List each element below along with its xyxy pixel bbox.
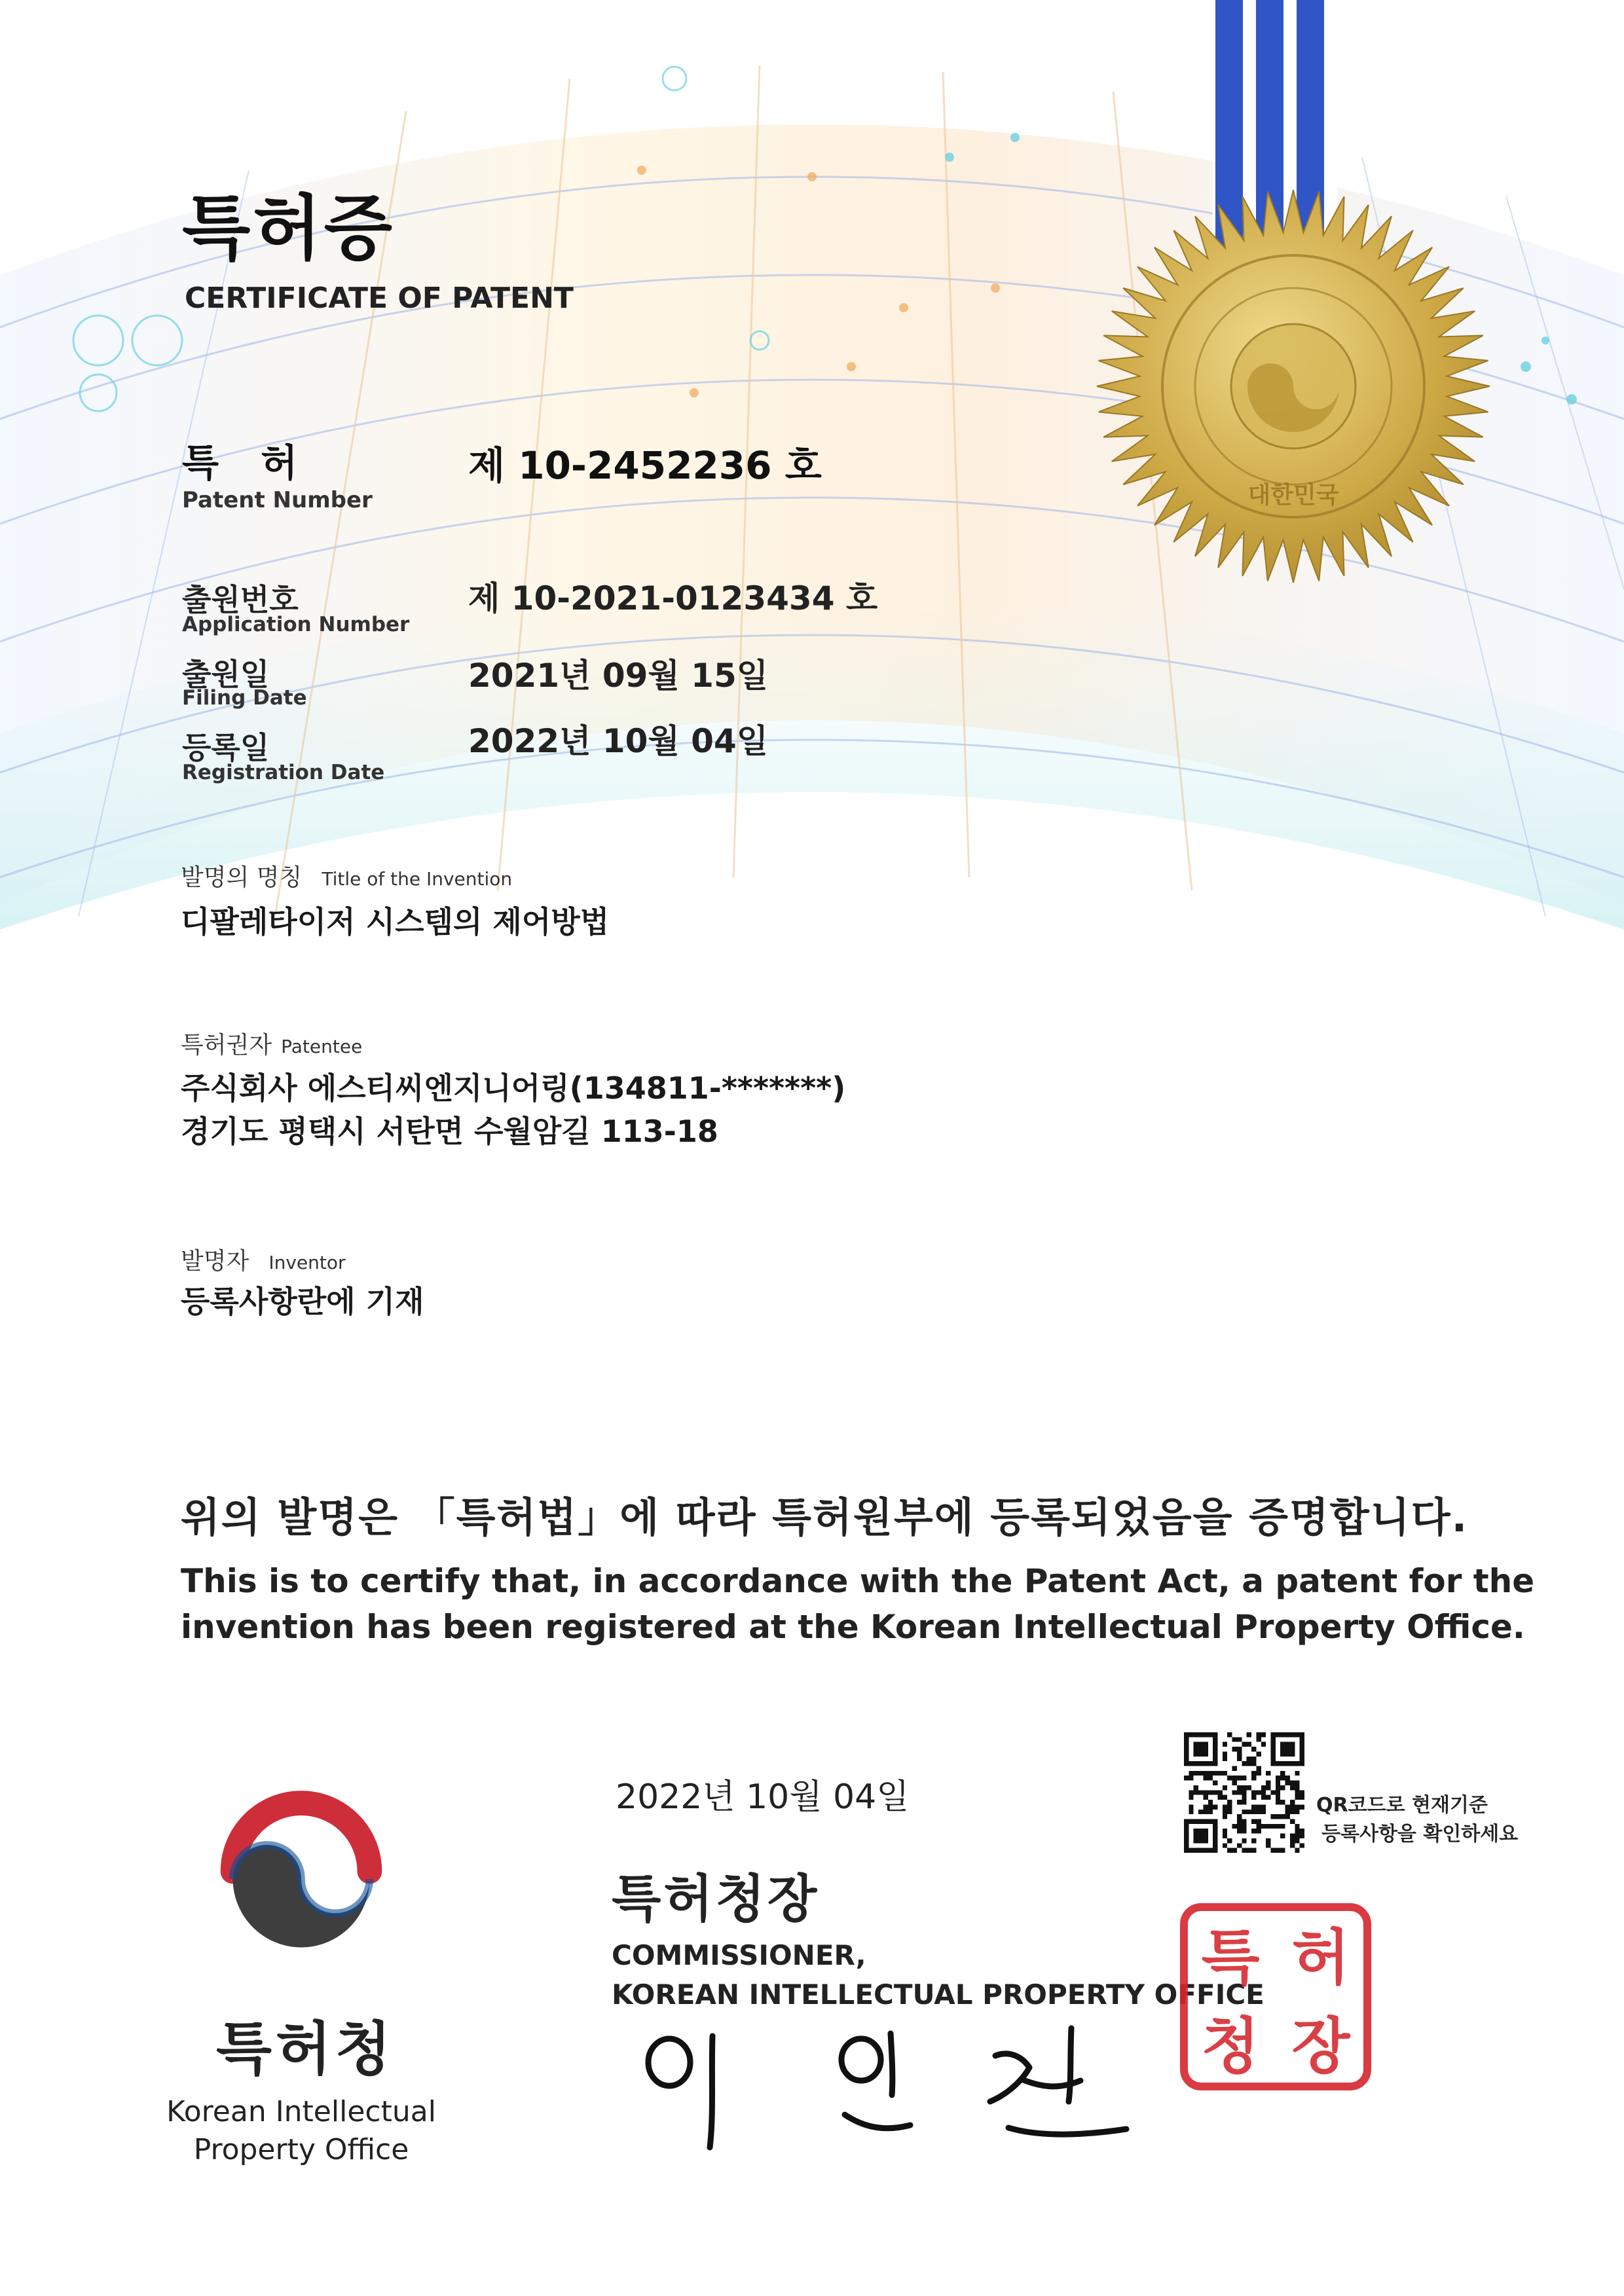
inventor-label bbox=[181, 1243, 346, 1276]
application-number-label-en: Application Number bbox=[182, 613, 410, 636]
stamp-char-4: 장 bbox=[1291, 2010, 1350, 2081]
invention-label-en: Title of the Invention bbox=[322, 868, 513, 890]
registration-date-value: 2022년 10월 04일 bbox=[468, 722, 769, 760]
invention-label bbox=[181, 859, 512, 892]
filing-date-label-en: Filing Date bbox=[182, 686, 307, 710]
stamp-lettering bbox=[1185, 1908, 1366, 2085]
kipo-logo-icon bbox=[206, 1786, 396, 1976]
inventor-value: 등록사항란에 기재 bbox=[181, 1284, 424, 1319]
qr-note-2: 등록사항을 확인하세요 bbox=[1321, 1823, 1519, 1846]
stamp-char-1: 특 bbox=[1201, 1922, 1260, 1993]
certificate-title-en: CERTIFICATE OF PATENT bbox=[185, 282, 574, 315]
invention-label-ko: 발명의 명칭 bbox=[181, 864, 303, 891]
qr-note-1: QR코드로 현재기준 bbox=[1316, 1794, 1488, 1817]
commissioner-title-en-2: KOREAN INTELLECTUAL PROPERTY OFFICE bbox=[612, 1978, 1264, 2011]
registration-date-label-ko: 등록일 bbox=[182, 730, 270, 765]
commissioner-title-ko: 특허청장 bbox=[612, 1870, 820, 1929]
certificate-title-ko: 특허증 bbox=[182, 188, 395, 270]
seal-lettering: 대한민국 bbox=[1247, 482, 1339, 509]
patent-number-value: 제 10-2452236 호 bbox=[468, 443, 822, 488]
certification-statement-en-1: This is to certify that, in accordance with the Patent Act, a patent for the bbox=[181, 1562, 1535, 1600]
application-number-value: 제 10-2021-0123434 호 bbox=[468, 579, 878, 617]
patentee-label bbox=[181, 1027, 362, 1060]
patentee-name: 주식회사 에스티씨엔지니어링(134811-*******) bbox=[181, 1070, 846, 1106]
qr-code-icon[interactable] bbox=[1184, 1732, 1304, 1853]
patentee-label-en: Patentee bbox=[281, 1036, 363, 1057]
gold-seal bbox=[1097, 190, 1490, 583]
inventor-label-en: Inventor bbox=[268, 1252, 346, 1273]
kipo-name-en-2: Property Office bbox=[193, 2133, 409, 2166]
patent-number-label-en: Patent Number bbox=[182, 487, 373, 513]
kipo-name-en-1: Korean Intellectual bbox=[166, 2095, 436, 2128]
invention-title-value: 디팔레타이저 시스템의 제어방법 bbox=[181, 904, 610, 939]
issue-date: 2022년 10월 04일 bbox=[616, 1777, 910, 1817]
commissioner-signature bbox=[629, 2016, 1139, 2160]
patent-number-label-ko: 특 허 bbox=[182, 441, 312, 485]
filing-date-value: 2021년 09월 15일 bbox=[468, 657, 769, 695]
patentee-address: 경기도 평택시 서탄면 수월암길 113-18 bbox=[181, 1114, 718, 1149]
commissioner-title-en-1: COMMISSIONER, bbox=[612, 1939, 866, 1971]
filing-date-label-ko: 출원일 bbox=[182, 657, 270, 692]
certification-statement-ko: 위의 발명은 「특허법」에 따라 특허원부에 등록되었음을 증명합니다. bbox=[181, 1493, 1469, 1541]
stamp-char-3: 청 bbox=[1201, 2010, 1260, 2081]
certification-statement-en-2: invention has been registered at the Korean Intellectual Property Office. bbox=[181, 1608, 1525, 1646]
registration-date-label-en: Registration Date bbox=[182, 761, 385, 784]
application-number-label-ko: 출원번호 bbox=[182, 582, 299, 617]
patentee-label-ko: 특허권자 bbox=[181, 1032, 272, 1059]
kipo-name-ko: 특허청 bbox=[216, 2015, 396, 2083]
stamp-char-2: 허 bbox=[1291, 1922, 1350, 1993]
inventor-label-ko: 발명자 bbox=[181, 1248, 249, 1275]
